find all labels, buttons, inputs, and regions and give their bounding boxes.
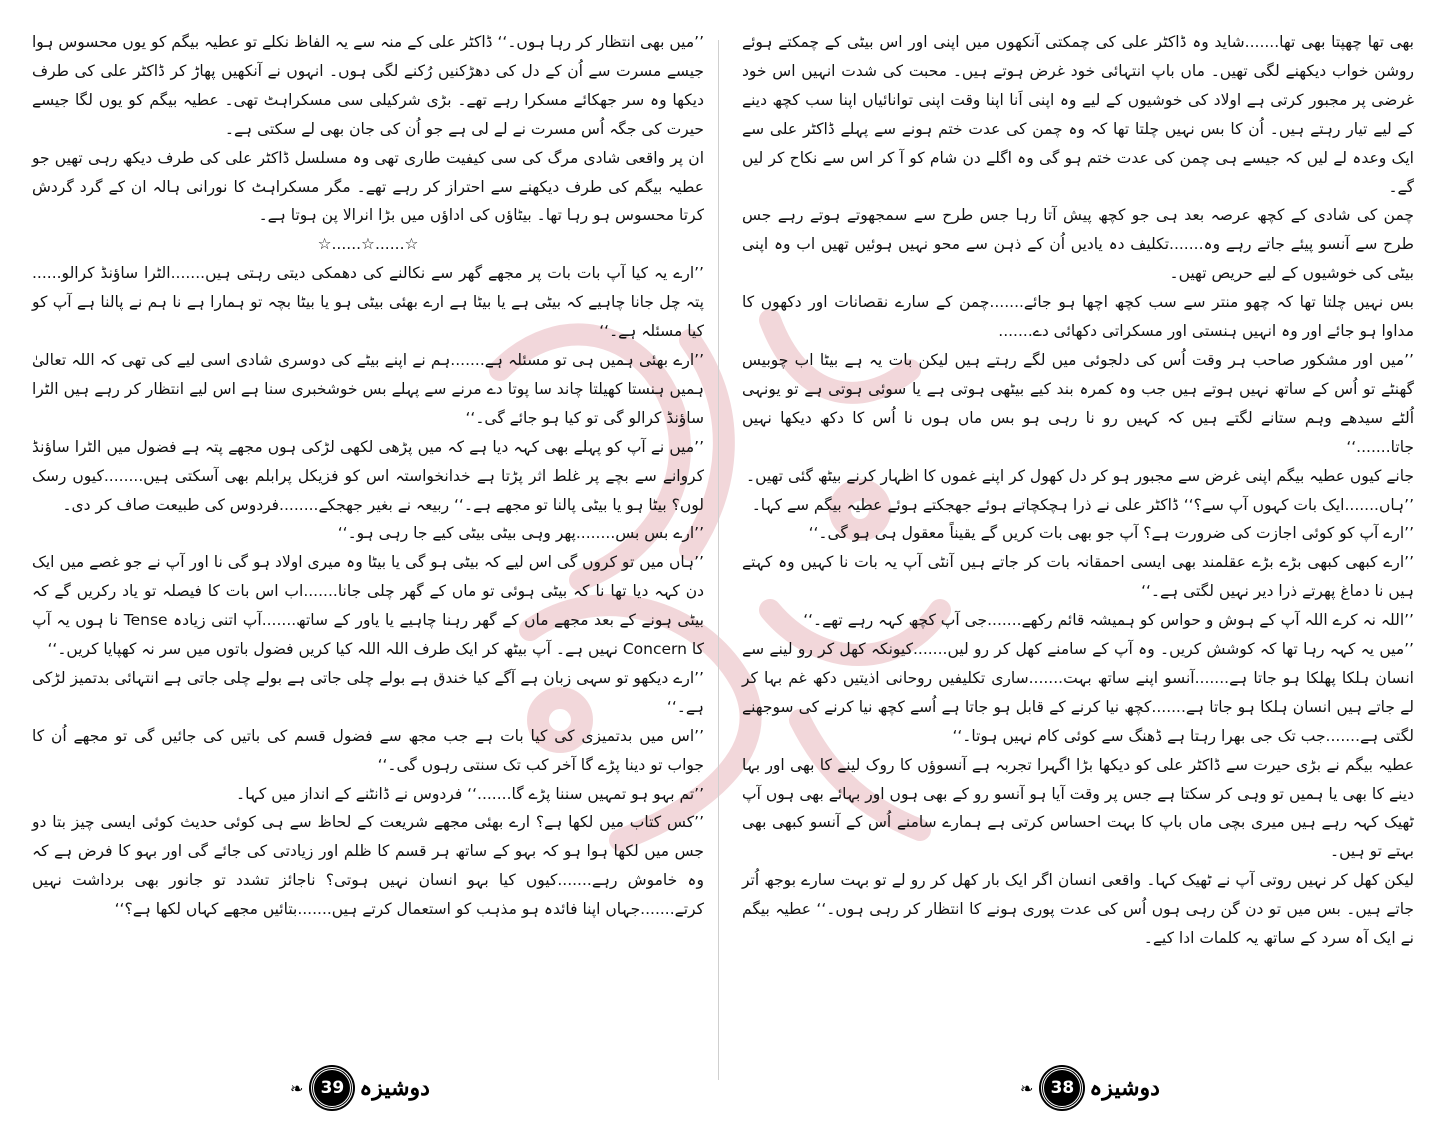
paragraph: بس نہیں چلتا تھا کہ چھو منتر سے سب کچھ اچھا ہو جائے.......چمن کے سارے نقصانات اور دکھوں کا مداوا ہو جائے اور وہ انہیں ہنستی اور مسکراتی دکھائی دے....... — [742, 293, 1414, 341]
paragraph: ’’ہاں.......ایک بات کہوں آپ سے؟‘‘ ڈاکٹر علی نے ذرا ہچکچاتے ہوئے جھجکتے ہوئے عطیہ بیگم سے کہا۔ — [751, 495, 1414, 514]
paragraph: ’’تم بہو ہو تمہیں سننا پڑے گا.......‘‘ فردوس نے ڈانٹنے کے انداز میں کہا۔ — [236, 784, 704, 803]
paragraph: لیکن کھل کر نہیں روتی آپ نے ٹھیک کہا۔ واقعی انسان اگر ایک بار کھل کر رو لے تو بہت سارے بوجھ اُتر جاتے ہیں۔ بس میں تو دن گن رہی ہوں اُس کی عدت پوری ہونے کا انتظار کر رہی ہوں۔‘‘ عطیہ بیگم نے ایک آہ سرد کے ساتھ یہ کلمات ادا کیے۔ — [742, 871, 1414, 948]
paragraph: ’’اللہ نہ کرے اللہ آپ کے ہوش و حواس کو ہمیشہ قائم رکھے.......جی آپ کچھ کہہ رہے تھے۔‘‘ — [803, 611, 1414, 630]
page-gutter — [718, 40, 719, 1080]
magazine-logo-right: دوشیزہ — [1089, 1075, 1160, 1101]
paragraph: ’’ارے کبھی کبھی بڑے بڑے عقلمند بھی ایسی احمقانہ بات کر جاتے ہیں آنٹی آپ یہ بات نا کہیں وہ کہتے ہیں نا دماغ پھرتے ذرا دیر نہیں لگتی ہے۔‘‘ — [742, 553, 1414, 601]
paragraph: ان پر واقعی شادی مرگ کی سی کیفیت طاری تھی وہ مسلسل ڈاکٹر علی کی طرف دیکھ رہی تھیں جو عطیہ بیگم کی طرف دیکھنے سے احتراز کر رہے تھے۔ مگر مسکراہٹ کا نورانی ہالہ ان کے گرد گردش کرتا محسوس ہو رہا تھا۔ بیٹاؤں کی اداؤں میں بڑا انرالا پن ہوتا ہے۔ — [32, 148, 704, 225]
left-page-text — [32, 28, 704, 924]
paragraph: عطیہ بیگم نے بڑی حیرت سے ڈاکٹر علی کو دیکھا بڑا اگہرا تجربہ ہے آنسوؤں کا روک لینے کا بھی اور بہا دینے کا بھی یا ہمیں تو وہی کر سکتا ہے جس پر وقت آیا ہو آنسو رو کے بھی ہوں اور بہائے بھی ہوں آپ ٹھیک کہہ رہے ہیں میری بچی ماں باپ کا بہت احساس کرتی ہے ہمارے سامنے اُس کے آنسو کبھی بھی بہتے تو ہیں۔ — [742, 755, 1414, 861]
paragraph: ’’ارے بھئی ہمیں ہی تو مسئلہ ہے.......ہم نے اپنے بیٹے کی دوسری شادی اسی لیے کی تھی کہ اللہ تعالیٰ ہمیں ہنستا کھیلتا چاند سا پوتا دے مرنے سے پہلے بس خوشخبری سنا ہے اس لیے انتظار کر رہے ہیں الٹرا ساؤنڈ کرالو گی تو کیا ہو جائے گی۔‘‘ — [32, 350, 704, 427]
paragraph: ’’ارے آپ کو کوئی اجازت کی ضرورت ہے؟ آپ جو بھی بات کریں گے یقیناً معقول ہی ہو گی۔‘‘ — [808, 524, 1414, 543]
paragraph: ’’ارے یہ کیا آپ بات بات پر مجھے گھر سے نکالنے کی دھمکی دیتی رہتی ہیں.......الٹرا ساؤنڈ کرالو...... پتہ چل جانا چاہیے کہ بیٹی ہے یا بیٹا ہے ارے بھئی بیٹی ہو یا بیٹا بچہ تو ہمارا ہے نا ہم نے پالنا ہے آپ کو کیا مسئلہ ہے۔‘‘ — [32, 264, 704, 341]
page-number-left: 39 — [311, 1067, 353, 1109]
paragraph: ’’میں یہ کہہ رہا تھا کہ کوشش کریں۔ وہ آپ کے سامنے کھل کر رو لیں.......کیونکہ کھل کر رو لینے سے انسان ہلکا پھلکا ہو جاتا ہے.......آنسو اپنے ساتھ بہت.......ساری تکلیفیں روحانی اذیتیں دکھ غم بہا کر لے جاتے ہیں انسان ہلکا ہو جاتا ہے.......کچھ نیا کرنے کے قابل ہو جاتا ہے اُسے کچھ نیا کرنے کی سوجھنے لگتی ہے.......جب تک جی بھرا رہتا ہے ڈھنگ سے کوئی کام نہیں ہوتا۔‘‘ — [742, 640, 1414, 745]
paragraph: ☆......☆......☆ — [317, 235, 419, 254]
left-page — [32, 28, 704, 1098]
paragraph: ’’میں اور مشکور صاحب ہر وقت اُس کی دلجوئی میں لگے رہتے ہیں لیکن بات یہ ہے بیٹا اب چوبیس گھنٹے تو اُس کے ساتھ نہیں ہوتے ہیں جب وہ کمرہ بند کیے بیٹھی ہوتی ہے یا سوئی ہوتی ہے تو یونہی اُلٹے سیدھے وہم ستانے لگتے ہیں کہ کہیں رو نا رہی ہو بس ماں ہوں نا اُس کا دکھ دیکھا نہیں جاتا.......‘‘ — [742, 350, 1414, 456]
paragraph: جانے کیوں عطیہ بیگم اپنی غرض سے مجبور ہو کر دل کھول کر اپنے غموں کا اظہار کرنے بیٹھ گئی تھیں۔ — [746, 466, 1414, 485]
left-page-footer — [290, 1068, 430, 1108]
paragraph: بھی تھا چھپتا بھی تھا.......شاید وہ ڈاکٹر علی کی چمکتی آنکھوں میں اپنی اور اس بیٹی کے چمکتے ہوئے روشن خواب دیکھنے لگی تھیں۔ ماں باپ انتہائی خود غرض ہوتے ہیں۔ محبت کی شدت انہیں اس خود غرضی پر مجبور کرتی ہے اولاد کی خوشیوں کے لیے وہ اپنی اَنا اپنا وقت اپنی توانائیاں اپنا سب کچھ دینے کے لیے تیار رہتے ہیں۔ اُن کا بس نہیں چلتا تھا کہ وہ چمن کی عدت ختم ہونے سے پہلے ڈاکٹر علی سے ایک وعدہ لے لیں کہ جیسے ہی چمن کی عدت ختم ہو گی وہ اگلے دن شام کو آ کر اس سے نکاح کر لیں گے۔ — [742, 33, 1414, 196]
paragraph: ’’اس میں بدتمیزی کی کیا بات ہے جب مجھ سے فضول قسم کی باتیں کی جائیں گی تو مجھے اُن کا جواب تو دینا پڑے گا آخر کب تک سنتی رہوں گی۔‘‘ — [32, 726, 704, 774]
page-number-right: 38 — [1041, 1067, 1083, 1109]
paragraph: ’’ارے بس بس........پھر وہی بیٹی بیٹی کیے جا رہی ہو۔‘‘ — [337, 524, 704, 543]
right-page-text — [742, 28, 1414, 953]
paragraph: ’’کس کتاب میں لکھا ہے؟ ارے بھئی مجھے شریعت کے لحاظ سے ہی کوئی حدیث کوئی ایسی چیز بتا دو جس میں لکھا ہوا ہو کہ بہو کے ساتھ ہر قسم کا ظلم اور زیادتی کی جائے گی اور بہو کا فرض ہے کہ وہ خاموش رہے.......کیوں کیا بہو انسان نہیں ہوتی؟ ناجائز تشدد تو جانور بھی برداشت نہیں کرتے.......جہاں اپنا فائدہ ہو مذہب کو استعمال کرتے ہیں.......بتائیں مجھے کہاں لکھا ہے؟‘‘ — [32, 813, 704, 919]
footer-ornament-icon: ❧ — [1020, 1078, 1036, 1098]
paragraph: چمن کی شادی کے کچھ عرصہ بعد ہی جو کچھ پیش آتا رہا جس طرح سے سمجھوتے ہوتے رہے جس طرح سے آنسو پیئے جاتے رہے وہ.......تکلیف دہ یادیں اُن کے ذہن سے محو نہیں ہوئیں تھیں اب وہ اپنی بیٹی کی خوشیوں کے لیے حریص تھیں۔ — [742, 206, 1414, 283]
paragraph: ’’ارے دیکھو تو سہی زبان ہے آگے کیا خندق ہے بولے چلی جاتی ہے بولے چلی جاتی ہے انتہائی بدتمیز لڑکی ہے۔‘‘ — [32, 668, 704, 716]
paragraph: ’’ہاں میں تو کروں گی اس لیے کہ بیٹی ہو گی یا بیٹا وہ میری اولاد ہو گی نا اور آپ نے جو غصے میں ایک دن کہہ دیا تھا نا کہ بیٹی ہوئی تو ماں کے گھر چلی جانا.......اب اس بات کا فیصلہ تو یاد رکریں گے کہ بیٹی ہونے کے بعد مجھے ماں کے گھر رہنا چاہیے یا یاور کے ساتھ.......آپ اتنی زیادہ Tense نا ہوں یہ آپ کا Concern نہیں ہے۔ آپ بیٹھ کر ایک طرف اللہ اللہ کیا کریں فضول باتوں میں سر نہ کھپایا کریں۔‘‘ — [32, 553, 704, 659]
paragraph: ’’میں بھی انتظار کر رہا ہوں۔‘‘ ڈاکٹر علی کے منہ سے یہ الفاظ نکلے تو عطیہ بیگم کو یوں محسوس ہوا جیسے مسرت سے اُن کے دل کی دھڑکنیں رُکنے لگی ہوں۔ انہوں نے آنکھیں پھاڑ کر ڈاکٹر علی کی طرف دیکھا وہ سر جھکائے مسکرا رہے تھے۔ بڑی شرکیلی سی مسکراہٹ تھی۔ عطیہ بیگم کو یوں لگا جیسے حیرت کی جگہ اُس مسرت نے لے لی ہے جو اُن کی جان بھی لے سکتی ہے۔ — [32, 33, 704, 138]
right-page — [742, 28, 1414, 1098]
paragraph: ’’میں نے آپ کو پہلے بھی کہہ دیا ہے کہ میں پڑھی لکھی لڑکی ہوں مجھے پتہ ہے فضول میں الٹرا ساؤنڈ کروانے سے بچے پر غلط اثر پڑتا ہے خدانخواستہ اس کو فزیکل پرابلم بھی آسکتی ہیں........کیوں رسک لوں؟ بیٹا ہو یا بیٹی پالنا تو مجھے ہے۔‘‘ ربیعہ نے بغیر جھجکے........فردوس کی طبیعت صاف کر دی۔ — [32, 437, 704, 514]
footer-ornament-icon: ❧ — [290, 1078, 306, 1098]
right-page-footer — [1020, 1068, 1160, 1108]
magazine-logo-left: دوشیزہ — [359, 1075, 430, 1101]
